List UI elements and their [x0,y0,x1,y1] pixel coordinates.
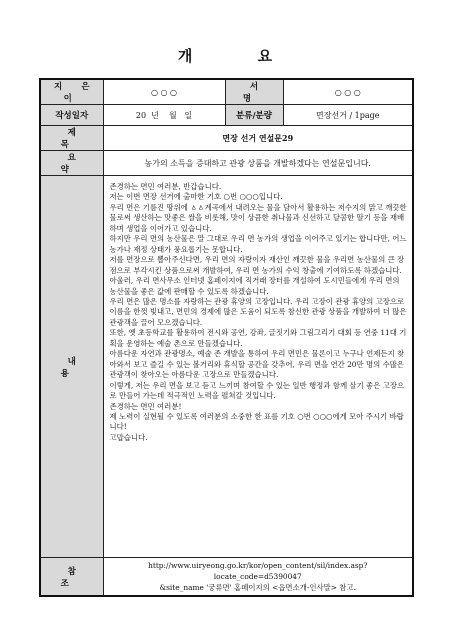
summary-label: 요 약 [40,151,103,176]
date-label: 작성일자 [40,105,103,126]
content-paragraph: 고맙습니다. [109,432,148,442]
content-paragraph: 존경하는 면민 여러분, 반갑습니다. [109,182,222,191]
content-paragraph: 우리 면은 많은 명소를 자랑하는 관광 휴양의 고장입니다. 우리 고장이 관광 휴양의 고장으로 이름을 한껏 빛내고, 면민의 경제에 많은 도움이 되도록 참신한 관광 상품을 개발하여 더 많은 관광객을 끌어 모으겠습니다. [109,296,407,327]
content-paragraph: 또한, 옛 초등학교를 활용하여 전시와 공연, 강좌, 글짓기와 그림그리기 대회 등 연중 11대 기획을 운영하는 예술 촌으로 만들겠습니다. [109,328,407,348]
content-paragraph: 저는 이번 면장 선거에 출마한 기호 ○번 ○○○입니다. [109,192,283,202]
category-label: 분류/분량 [225,105,283,126]
reference-body [103,558,413,597]
summary-value: 농가의 소득을 증대하고 관광 상품을 개발하겠다는 연설문입니다. [103,151,413,176]
content-paragraph: 아름다운 자연과 관광명소, 예술 존 개발을 통하여 우리 면민은 물론이고 누구나 언제든지 찾아와서 보고 즐길 수 있는 볼거리와 휴식할 공간을 갖추어, 우리 면을 연간 20만 명의 수많은 관광객이 찾아오는 아름다운 고장으로 만들겠습니다. [109,349,405,380]
category-value: 면장선거 / 1page [283,105,413,126]
content-paragraph: 제 노력이 실현될 수 있도록 여러분의 소중한 한 표를 기호 ○번 ○○○에게 모아 주시기 바랍니다! [109,411,404,432]
content-paragraph: 하지만 우리 면의 농산물은 말 그대로 우리 면 농가의 생업을 이어주고 있기는 합니다만, 어느 농가나 재정 상태가 풍요롭기는 못합니다. [109,234,407,254]
document-table [39,78,414,597]
content-label: 내 용 [40,176,103,558]
signature-value: ○ ○ ○ [283,79,413,105]
date-value: 20 년 월 일 [103,105,225,126]
subject-label: 제 목 [40,126,103,151]
subject-value: 면장 선거 연설문29 [103,126,413,151]
signature-label: 서 명 [225,79,283,105]
reference-row [40,558,413,597]
content-paragraph: 이렇게, 저는 우리 면을 보고 듣고 느끼며 참여할 수 있는 일반 행정과 함께 살기 좋은 고장으로 만들어 가는데 적극적인 노력을 펼쳐갈 것입니다. [109,380,405,401]
author-value: ○ ○ ○ [103,79,225,105]
content-row [40,176,413,558]
reference-note: &site_name '궁류면' 홈페이지의 <읍면소개-인사말> 참고. [159,583,356,592]
content-body [103,176,413,558]
page-title: 개 요 [177,47,303,65]
summary-row [40,151,413,176]
content-paragraph: 저를 면장으로 뽑아주신다면, 우리 면의 자랑이자 재산인 깨끗한 물을 우리면 농산물의 큰 장점으로 부각시킨 상품으로써 개발하여, 우리 면 농가의 수익 창출에 기여하도록 하겠습니다. 아울러, 우리 면사무소 인터넷 홈페이지에 직거래 장터를 개설하여 도시민들에게 우리 면의 농산물을 좋은 값에 판매할 수 있도록 하겠습니다. [109,255,405,296]
author-row [40,79,413,105]
reference-url[interactable]: http://www.uiryeong.go.kr/kor/open_content/sil/index.asp?locate_code=d5390047 [148,561,368,581]
subject-row [40,126,413,151]
reference-label: 참 조 [40,558,103,597]
content-paragraph: 우리 면은 기름진 땅위에 ㅿㅿ계곡에서 내려오는 물을 담아서 활용하는 저수지의 맑고 깨끗한 물로써 생산하는 맛좋은 쌀을 비롯해, 맛이 상큼한 취나물과 신선하고 달콤한 딸기 등을 재배하며 생업을 이어가고 있습니다. [109,202,407,233]
date-row [40,105,413,126]
content-paragraph: 존경하는 면민 여러분! [109,401,182,411]
author-label: 지 은 이 [40,79,103,105]
